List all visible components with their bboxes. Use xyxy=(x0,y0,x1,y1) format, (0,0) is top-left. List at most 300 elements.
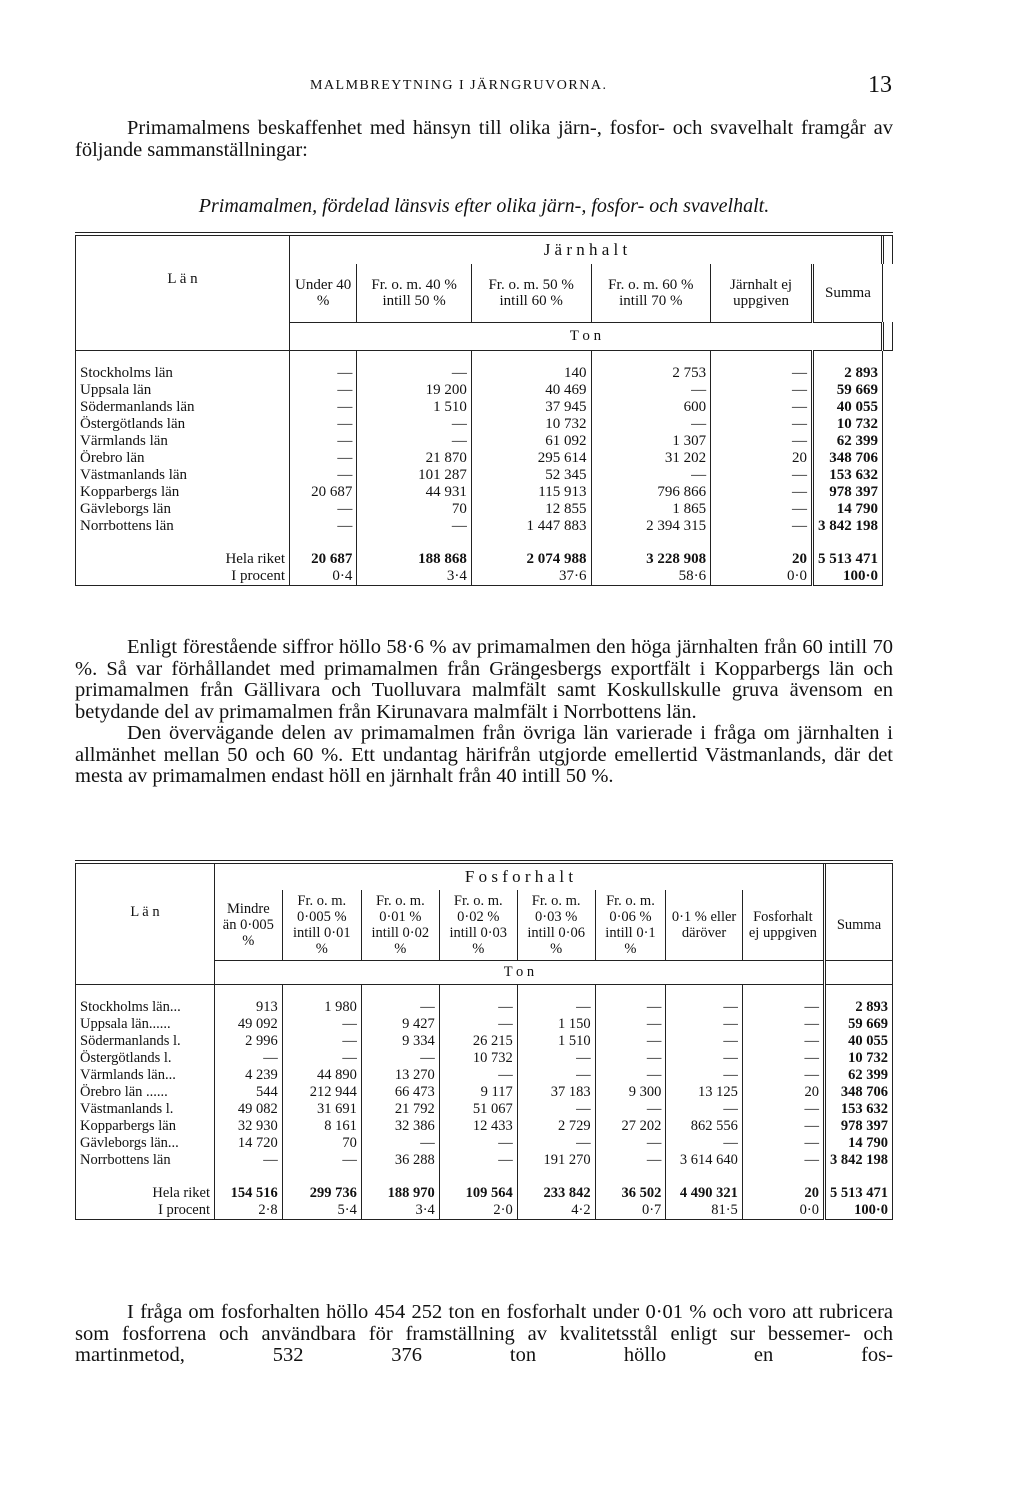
t2-cell-value: 2 996 xyxy=(245,1032,278,1049)
t2-col-header: Fr. o. m. 0·03 % intill 0·06 % xyxy=(517,890,595,960)
t2-cell-value: 27 202 xyxy=(621,1117,662,1134)
t2-total-cell xyxy=(742,1202,824,1220)
t1-cell xyxy=(471,501,591,518)
t2-cell xyxy=(742,1152,824,1169)
t2-total-cell xyxy=(517,1202,595,1220)
t2-cell xyxy=(824,1101,892,1118)
t1-total-cell xyxy=(711,568,813,586)
t1-cell-value: — xyxy=(337,500,353,517)
t1-cell xyxy=(711,433,813,450)
t2-cell-value: — xyxy=(646,1134,662,1151)
t2-total-value: 5 513 471 xyxy=(830,1184,888,1201)
t2-cell-value: — xyxy=(342,1015,357,1032)
t2-cell xyxy=(215,1135,283,1152)
t2-cell xyxy=(361,1152,439,1169)
t1-cell-value: 37 945 xyxy=(545,398,587,415)
t1-cell xyxy=(711,467,813,484)
t1-total-value: 0·4 xyxy=(332,567,353,584)
t2-cell xyxy=(215,1016,283,1033)
t2-row xyxy=(76,1050,893,1067)
t1-cell-value: 40 469 xyxy=(545,381,587,398)
t2-cell-value: 13 270 xyxy=(394,1066,435,1083)
t1-cell-value: 20 687 xyxy=(311,483,353,500)
t2-total-cell xyxy=(666,1169,743,1202)
t2-total-value: 20 xyxy=(804,1184,819,1201)
t2-total-value: 5·4 xyxy=(337,1201,357,1218)
t1-cell xyxy=(290,416,357,433)
t1-cell xyxy=(471,450,591,467)
body-paragraph-3 xyxy=(75,1302,893,1367)
t2-cell xyxy=(666,1084,743,1101)
t2-cell-value: — xyxy=(646,1066,662,1083)
t1-cell-value: 14 790 xyxy=(836,500,878,517)
t2-cell xyxy=(439,1084,517,1101)
t2-cell-value: — xyxy=(723,1134,738,1151)
t1-cell-value: — xyxy=(337,364,353,381)
t2-cell-value: — xyxy=(646,998,662,1015)
t2-cell xyxy=(517,1118,595,1135)
t2-total-row xyxy=(76,1169,893,1202)
t2-cell xyxy=(439,1016,517,1033)
t2-cell-value: 32 930 xyxy=(237,1117,278,1134)
t1-row xyxy=(76,433,893,450)
t2-cell xyxy=(439,1033,517,1050)
t1-row-label: Östergötlands län xyxy=(76,416,290,433)
t2-cell xyxy=(517,1135,595,1152)
t2-cell xyxy=(517,1067,595,1084)
t2-cell-value: — xyxy=(646,1015,662,1032)
t1-cell-value: 20 xyxy=(791,449,807,466)
t2-total-cell xyxy=(742,1169,824,1202)
t1-row xyxy=(76,518,893,535)
t2-cell-value: — xyxy=(723,1049,738,1066)
t2-total-cell xyxy=(595,1169,666,1202)
t1-total-value: 20 xyxy=(791,550,807,567)
t2-cell-value: 49 092 xyxy=(237,1015,278,1032)
t2-cell-value: — xyxy=(723,1066,738,1083)
t1-row-label: Västmanlands län xyxy=(76,467,290,484)
t1-cell xyxy=(471,433,591,450)
t2-col-header: Fr. o. m. 0·01 % intill 0·02 % xyxy=(361,890,439,960)
t2-cell xyxy=(517,1101,595,1118)
t2-cell xyxy=(517,1050,595,1067)
t1-total-cell xyxy=(812,568,882,586)
t1-cell xyxy=(357,382,472,399)
t2-cell xyxy=(742,1118,824,1135)
t1-cell-value: 12 855 xyxy=(545,500,587,517)
t2-cell xyxy=(666,1016,743,1033)
t2-cell-value: — xyxy=(342,1032,357,1049)
t2-cell-value: 348 706 xyxy=(840,1083,888,1100)
t2-cell xyxy=(439,984,517,1016)
t2-cell xyxy=(595,1016,666,1033)
t2-cell-value: 8 161 xyxy=(324,1117,357,1134)
t2-cell-value: — xyxy=(576,1066,591,1083)
t2-cell-value: 10 732 xyxy=(848,1049,888,1066)
t2-total-value: 4·2 xyxy=(571,1201,591,1218)
t1-total-cell xyxy=(591,568,711,586)
t1-cell xyxy=(591,350,711,382)
t2-cell-value: — xyxy=(498,1066,513,1083)
t1-cell-value: 70 xyxy=(451,500,467,517)
table-caption: Primamalmen, fördelad länsvis efter olika järn-, fosfor- och svavelhalt. xyxy=(198,195,770,217)
t2-cell-value: — xyxy=(646,1049,662,1066)
t2-col-header: 0·1 % eller däröver xyxy=(666,890,743,960)
t2-cell xyxy=(215,1152,283,1169)
t2-cell xyxy=(666,1067,743,1084)
t2-cell-value: — xyxy=(723,1100,738,1117)
t2-group-header: F o s f o r h a l t xyxy=(215,862,825,890)
t1-row xyxy=(76,450,893,467)
t1-total-value: 3·4 xyxy=(446,567,467,584)
t2-cell xyxy=(666,1050,743,1067)
t1-cell xyxy=(812,484,882,501)
t1-cell-value: — xyxy=(337,466,353,483)
t2-total-value: 109 564 xyxy=(465,1184,513,1201)
t1-cell-value: 1 510 xyxy=(433,398,467,415)
t2-cell xyxy=(517,1084,595,1101)
t2-total-value: 36 502 xyxy=(621,1184,662,1201)
t1-cell-value: 796 866 xyxy=(657,483,707,500)
t1-cell xyxy=(711,416,813,433)
t1-cell xyxy=(471,382,591,399)
t2-cell xyxy=(439,1050,517,1067)
t2-cell-value: 20 xyxy=(804,1083,819,1100)
t2-total-value: 233 842 xyxy=(543,1184,591,1201)
t2-cell xyxy=(517,1033,595,1050)
t1-row-label: Norrbottens län xyxy=(76,518,290,535)
t2-cell xyxy=(517,984,595,1016)
t2-total-value: 2·8 xyxy=(258,1201,278,1218)
t2-cell-value: — xyxy=(646,1151,662,1168)
t1-row xyxy=(76,399,893,416)
t2-cell xyxy=(666,1033,743,1050)
t1-cell xyxy=(812,399,882,416)
t2-total-label: I procent xyxy=(76,1202,215,1220)
t1-cell xyxy=(711,450,813,467)
t2-cell-value: 66 473 xyxy=(394,1083,435,1100)
t2-cell xyxy=(666,1118,743,1135)
t1-cell-value: 21 870 xyxy=(425,449,467,466)
t2-cell-value: — xyxy=(804,1066,819,1083)
t1-col-header: Fr. o. m. 60 % intill 70 % xyxy=(591,264,711,322)
t1-cell xyxy=(357,484,472,501)
t1-row-label: Stockholms län xyxy=(76,350,290,382)
t1-cell-value: 40 055 xyxy=(836,398,878,415)
t2-row-label: Norrbottens län xyxy=(76,1152,215,1169)
t2-col-header: Fosforhalt ej uppgiven xyxy=(742,890,824,960)
t2-cell-value: — xyxy=(804,1032,819,1049)
t1-total-value: 0·0 xyxy=(786,567,807,584)
t2-row-label: Gävleborgs län... xyxy=(76,1135,215,1152)
t2-cell xyxy=(361,1067,439,1084)
t2-cell-value: 3 842 198 xyxy=(830,1151,888,1168)
t2-cell xyxy=(824,1067,892,1084)
t2-total-label: Hela riket xyxy=(76,1169,215,1202)
t2-total-cell xyxy=(361,1169,439,1202)
t1-cell-value: 62 399 xyxy=(836,432,878,449)
t2-total-cell xyxy=(215,1202,283,1220)
t2-cell xyxy=(282,1050,361,1067)
t2-cell xyxy=(282,1084,361,1101)
t2-row xyxy=(76,1152,893,1169)
t1-cell-value: 348 706 xyxy=(829,449,878,466)
t1-cell-value: — xyxy=(451,415,467,432)
t1-row xyxy=(76,416,893,433)
t1-total-cell xyxy=(471,535,591,568)
t2-cell-value: — xyxy=(804,1015,819,1032)
t1-total-cell xyxy=(471,568,591,586)
t2-cell-value: 62 399 xyxy=(848,1066,888,1083)
t2-cell-value: 2 729 xyxy=(558,1117,591,1134)
t2-cell xyxy=(595,1084,666,1101)
t1-cell-value: 31 202 xyxy=(664,449,707,466)
t2-cell-value: 9 300 xyxy=(628,1083,662,1100)
t2-cell xyxy=(742,1033,824,1050)
t1-cell-value: 3 842 198 xyxy=(817,517,878,534)
t2-total-value: 299 736 xyxy=(309,1184,357,1201)
t2-cell-value: 40 055 xyxy=(848,1032,888,1049)
t1-cell xyxy=(812,518,882,535)
t1-cell-value: 2 753 xyxy=(672,364,707,381)
t2-total-value: 154 516 xyxy=(230,1184,278,1201)
t1-total-value: 20 687 xyxy=(311,550,353,567)
t2-cell-value: 862 556 xyxy=(690,1117,738,1134)
t1-cell-value: 153 632 xyxy=(829,466,878,483)
iron-content-table xyxy=(75,232,893,586)
t2-cell xyxy=(742,1135,824,1152)
t1-total-cell xyxy=(711,535,813,568)
t2-cell-value: — xyxy=(342,1049,357,1066)
t2-cell-value: — xyxy=(646,1032,662,1049)
t1-row-label: Uppsala län xyxy=(76,382,290,399)
t2-total-cell xyxy=(666,1202,743,1220)
t2-cell xyxy=(439,1118,517,1135)
t1-cell xyxy=(290,350,357,382)
t2-cell-value: — xyxy=(723,1032,738,1049)
t2-total-cell xyxy=(361,1202,439,1220)
t1-total-value: 37·6 xyxy=(559,567,587,584)
t2-total-cell xyxy=(282,1169,361,1202)
t2-row-label: Kopparbergs län xyxy=(76,1118,215,1135)
t1-cell xyxy=(471,399,591,416)
t1-cell xyxy=(471,518,591,535)
t1-cell-value: 978 397 xyxy=(829,483,878,500)
running-title: MALMBREYTNING I JÄRNGRUVORNA. xyxy=(310,78,608,93)
t2-cell xyxy=(439,1101,517,1118)
t2-cell-value: — xyxy=(804,1117,819,1134)
para2-b: Den övervägande delen av primamalmen från övriga län varierade i fråga om järnhalten i allmänhet mellan 50 och 60 %. Ett undantag härifrån utgjorde emellertid Västmanlands, där det mesta av primamalmen endast höll en järnhalt från 40 intill 50 %. xyxy=(75,722,893,787)
t2-cell-value: — xyxy=(804,1049,819,1066)
t1-total-value: 100·0 xyxy=(842,567,878,584)
t1-cell xyxy=(290,467,357,484)
body-paragraph-2 xyxy=(75,637,893,788)
t2-cell-value: — xyxy=(420,1049,435,1066)
t2-cell xyxy=(742,1016,824,1033)
t2-cell xyxy=(282,1016,361,1033)
t1-unit: T o n xyxy=(290,322,883,350)
t1-cell-value: 600 xyxy=(683,398,707,415)
t1-row-label: Gävleborgs län xyxy=(76,501,290,518)
t2-cell xyxy=(439,1152,517,1169)
t2-col-header: Mindre än 0·005 % xyxy=(215,890,283,960)
t2-cell xyxy=(595,1050,666,1067)
t2-cell-value: 14 790 xyxy=(848,1134,888,1151)
t2-cell xyxy=(595,1118,666,1135)
t2-cell xyxy=(742,1084,824,1101)
t2-cell-value: — xyxy=(342,1151,357,1168)
t2-cell-value: — xyxy=(420,1134,435,1151)
t1-cell-value: 59 669 xyxy=(836,381,878,398)
t2-cell xyxy=(824,1016,892,1033)
t2-cell-value: — xyxy=(723,1015,738,1032)
intro-text: Primamalmens beskaffenhet med hänsyn till olika järn-, fosfor- och svavelhalt framgår av följande sammanställningar: xyxy=(75,117,893,161)
t1-total-cell xyxy=(812,535,882,568)
t1-cell-value: — xyxy=(691,415,707,432)
t2-row xyxy=(76,1067,893,1084)
t2-total-value: 100·0 xyxy=(854,1201,888,1218)
t1-cell xyxy=(357,518,472,535)
t2-total-value: 2·0 xyxy=(493,1201,513,1218)
para3-text: I fråga om fosforhalten höllo 454 252 ton en fosforhalt under 0·01 % och voro att rubricera som fosforrena och användbara för framställning av kvalitetsstål enligt sur bessemer- och martinmetod, 532 376 ton höllo en fos- xyxy=(75,1301,893,1366)
t1-cell-value: — xyxy=(337,398,353,415)
t1-cell xyxy=(711,518,813,535)
t2-cell xyxy=(666,1135,743,1152)
t2-cell xyxy=(742,984,824,1016)
t2-cell-value: 4 239 xyxy=(245,1066,278,1083)
t2-cell-value: 3 614 640 xyxy=(679,1151,738,1168)
t2-cell xyxy=(361,1101,439,1118)
t1-cell xyxy=(591,433,711,450)
t1-cell xyxy=(290,382,357,399)
t2-cell xyxy=(824,1084,892,1101)
t1-total-value: 188 868 xyxy=(418,550,467,567)
t2-cell-value: — xyxy=(263,1049,278,1066)
t2-total-row xyxy=(76,1202,893,1220)
t1-total-value: 5 513 471 xyxy=(817,550,878,567)
t2-cell xyxy=(824,984,892,1016)
t2-row xyxy=(76,1118,893,1135)
page-number: 13 xyxy=(868,72,892,98)
t2-col-header: Fr. o. m. 0·06 % intill 0·1 % xyxy=(595,890,666,960)
para2-a: Enligt förestående siffror höllo 58·6 % av primamalmen den höga järnhalten från 60 intill 70 %. Så var förhållandet med primamalmen från Grängesbergs exportfält i Kopparbergs län och primamalmen från Gällivara och Tuolluvara malmfält samt Koskullskulle gruva ävensom en betydande del av primamalmen från Kirunavara malmfält i Norrbottens län. xyxy=(75,636,893,723)
t2-cell xyxy=(742,1067,824,1084)
t2-cell-value: 13 125 xyxy=(697,1083,738,1100)
t2-cell xyxy=(361,1050,439,1067)
t1-cell xyxy=(812,467,882,484)
t1-cell xyxy=(357,350,472,382)
t2-cell xyxy=(824,1033,892,1050)
t2-cell-value: 9 334 xyxy=(402,1032,435,1049)
t2-cell-value: 544 xyxy=(255,1083,278,1100)
t2-cell-value: 10 732 xyxy=(472,1049,513,1066)
t2-cell-value: — xyxy=(723,998,738,1015)
t2-row-label: Örebro län ...... xyxy=(76,1084,215,1101)
t1-cell-value: — xyxy=(791,432,807,449)
t1-cell-value: — xyxy=(451,364,467,381)
t1-cell xyxy=(357,450,472,467)
t2-total-cell xyxy=(282,1202,361,1220)
t2-cell-value: 9 427 xyxy=(402,1015,435,1032)
t1-cell xyxy=(591,450,711,467)
t2-cell xyxy=(282,1135,361,1152)
t2-row xyxy=(76,984,893,1016)
t2-lan-header: L ä n xyxy=(76,862,215,960)
t1-cell-value: 19 200 xyxy=(425,381,467,398)
t2-cell-value: 26 215 xyxy=(472,1032,513,1049)
t2-cell xyxy=(215,1118,283,1135)
t2-total-cell xyxy=(595,1202,666,1220)
t2-row-label: Södermanlands l. xyxy=(76,1033,215,1050)
t2-cell xyxy=(595,1135,666,1152)
t1-cell xyxy=(357,416,472,433)
t2-unit: T o n xyxy=(215,960,825,984)
t2-cell-value: 9 117 xyxy=(480,1083,513,1100)
t1-cell-value: — xyxy=(791,381,807,398)
t1-cell xyxy=(471,467,591,484)
t2-cell-value: 37 183 xyxy=(550,1083,591,1100)
t1-cell xyxy=(290,450,357,467)
t1-col-header: Fr. o. m. 50 % intill 60 % xyxy=(471,264,591,322)
t2-total-value: 0·7 xyxy=(641,1201,662,1218)
t2-cell-value: — xyxy=(646,1100,662,1117)
t2-cell xyxy=(282,984,361,1016)
t2-row-label: Värmlands län... xyxy=(76,1067,215,1084)
t2-row-label: Uppsala län...... xyxy=(76,1016,215,1033)
t1-cell-value: — xyxy=(791,466,807,483)
t2-cell xyxy=(666,1101,743,1118)
t1-total-value: 58·6 xyxy=(678,567,707,584)
t1-cell-value: 61 092 xyxy=(545,432,587,449)
t2-cell xyxy=(517,1152,595,1169)
t2-total-value: 188 970 xyxy=(387,1184,435,1201)
t1-cell-value: — xyxy=(451,517,467,534)
t2-col-header: Fr. o. m. 0·02 % intill 0·03 % xyxy=(439,890,517,960)
t2-row xyxy=(76,1016,893,1033)
t1-cell xyxy=(357,399,472,416)
t1-cell xyxy=(711,382,813,399)
t2-cell-value: — xyxy=(498,998,513,1015)
t2-row-label: Västmanlands l. xyxy=(76,1101,215,1118)
t1-total-cell xyxy=(591,535,711,568)
t1-cell xyxy=(591,518,711,535)
t1-row xyxy=(76,382,893,399)
t1-row-label: Södermanlands län xyxy=(76,399,290,416)
t2-cell-value: — xyxy=(576,1134,591,1151)
t1-total-cell xyxy=(290,568,357,586)
t1-cell-value: — xyxy=(337,415,353,432)
t1-cell xyxy=(591,467,711,484)
t2-cell xyxy=(215,1067,283,1084)
t2-total-value: 81·5 xyxy=(711,1201,738,1218)
t1-total-value: 3 228 908 xyxy=(646,550,707,567)
t2-cell xyxy=(215,1033,283,1050)
t1-cell xyxy=(711,501,813,518)
t2-cell xyxy=(361,1135,439,1152)
t1-cell xyxy=(471,484,591,501)
t2-cell-value: 978 397 xyxy=(840,1117,888,1134)
t2-cell xyxy=(666,984,743,1016)
t1-cell xyxy=(290,484,357,501)
t1-cell-value: — xyxy=(451,432,467,449)
t2-cell xyxy=(282,1067,361,1084)
t1-cell xyxy=(591,501,711,518)
t1-total-label: I procent xyxy=(76,568,290,586)
t1-cell-value: — xyxy=(337,517,353,534)
t1-cell xyxy=(812,433,882,450)
t2-cell-value: — xyxy=(576,1049,591,1066)
t1-cell xyxy=(711,350,813,382)
